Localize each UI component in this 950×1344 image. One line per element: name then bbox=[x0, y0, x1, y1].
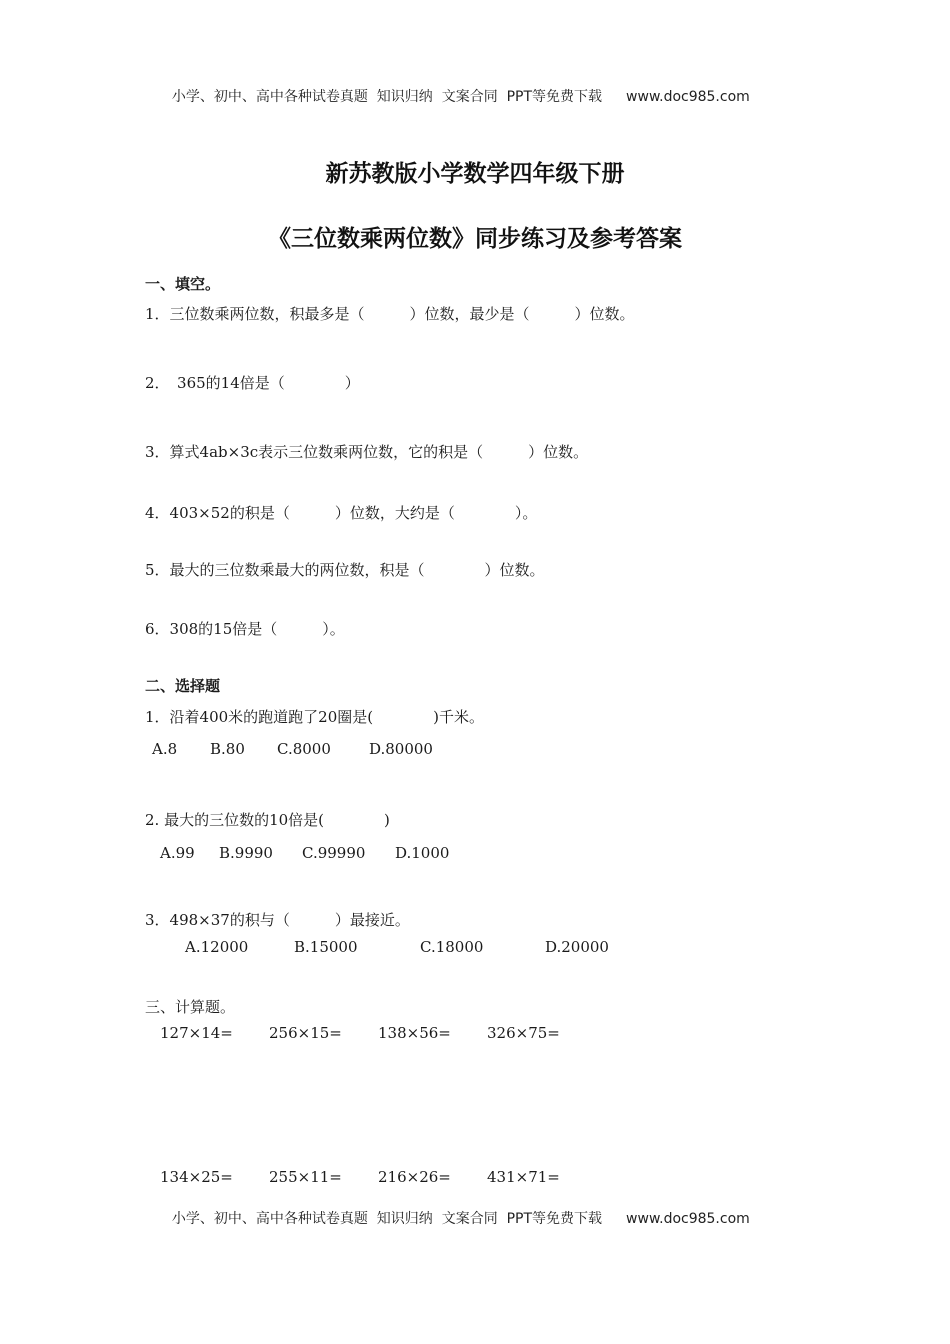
choice-2-option-d: D.1000 bbox=[395, 844, 450, 862]
calc-problem: 326×75= bbox=[487, 1024, 560, 1042]
choice-3-option-a: A.12000 bbox=[185, 938, 249, 956]
calc-problem: 255×11= bbox=[269, 1168, 342, 1186]
choice-1-option-a: A.8 bbox=[152, 740, 178, 758]
fill-question-6: 6．308的15倍是（ ）。 bbox=[145, 620, 345, 638]
fill-question-2: 2． 365的14倍是（ ） bbox=[145, 374, 360, 392]
calc-problem: 256×15= bbox=[269, 1024, 342, 1042]
page-header bbox=[163, 70, 750, 106]
calc-problem: 134×25= bbox=[160, 1168, 233, 1186]
section-heading-fill-blank: 一、填空。 bbox=[145, 275, 221, 293]
choice-3-option-d: D.20000 bbox=[545, 938, 609, 956]
document-subtitle: 《三位数乘两位数》同步练习及参考答案 bbox=[268, 226, 682, 252]
choice-1-option-c: C.8000 bbox=[277, 740, 331, 758]
choice-question-3: 3．498×37的积与（ ）最接近。 bbox=[145, 911, 410, 929]
choice-1-option-d: D.80000 bbox=[369, 740, 433, 758]
choice-2-option-a: A.99 bbox=[160, 844, 195, 862]
choice-3-option-b: B.15000 bbox=[294, 938, 358, 956]
section-heading-calculation: 三、计算题。 bbox=[145, 998, 236, 1016]
fill-question-3: 3．算式4ab×3c表示三位数乘两位数，它的积是（ ）位数。 bbox=[145, 443, 589, 461]
choice-1-option-b: B.80 bbox=[210, 740, 245, 758]
calc-problem: 138×56= bbox=[378, 1024, 451, 1042]
fill-question-5: 5．最大的三位数乘最大的两位数，积是（ ）位数。 bbox=[145, 561, 545, 579]
calc-problem: 431×71= bbox=[487, 1168, 560, 1186]
calc-problem: 127×14= bbox=[160, 1024, 233, 1042]
choice-3-option-c: C.18000 bbox=[420, 938, 484, 956]
footer-site-link[interactable]: www.doc985.com bbox=[626, 1211, 750, 1227]
calc-problem: 216×26= bbox=[378, 1168, 451, 1186]
header-site-link[interactable]: www.doc985.com bbox=[626, 89, 750, 105]
page-footer bbox=[163, 1192, 750, 1228]
footer-text: 小学、初中、高中各种试卷真题 知识归纳 文案合同 PPT等免费下载 bbox=[171, 1211, 603, 1227]
choice-question-1: 1．沿着400米的跑道跑了20圈是( )千米。 bbox=[145, 708, 484, 726]
choice-2-option-c: C.99990 bbox=[302, 844, 366, 862]
document-title: 新苏教版小学数学四年级下册 bbox=[325, 161, 625, 187]
fill-question-4: 4．403×52的积是（ ）位数，大约是（ ）。 bbox=[145, 504, 538, 522]
choice-question-2: 2. 最大的三位数的10倍是( ) bbox=[145, 811, 390, 829]
header-text: 小学、初中、高中各种试卷真题 知识归纳 文案合同 PPT等免费下载 bbox=[171, 89, 603, 105]
section-heading-choice: 二、选择题 bbox=[145, 677, 221, 695]
fill-question-1: 1．三位数乘两位数，积最多是（ ）位数，最少是（ ）位数。 bbox=[145, 305, 635, 323]
choice-2-option-b: B.9990 bbox=[219, 844, 273, 862]
